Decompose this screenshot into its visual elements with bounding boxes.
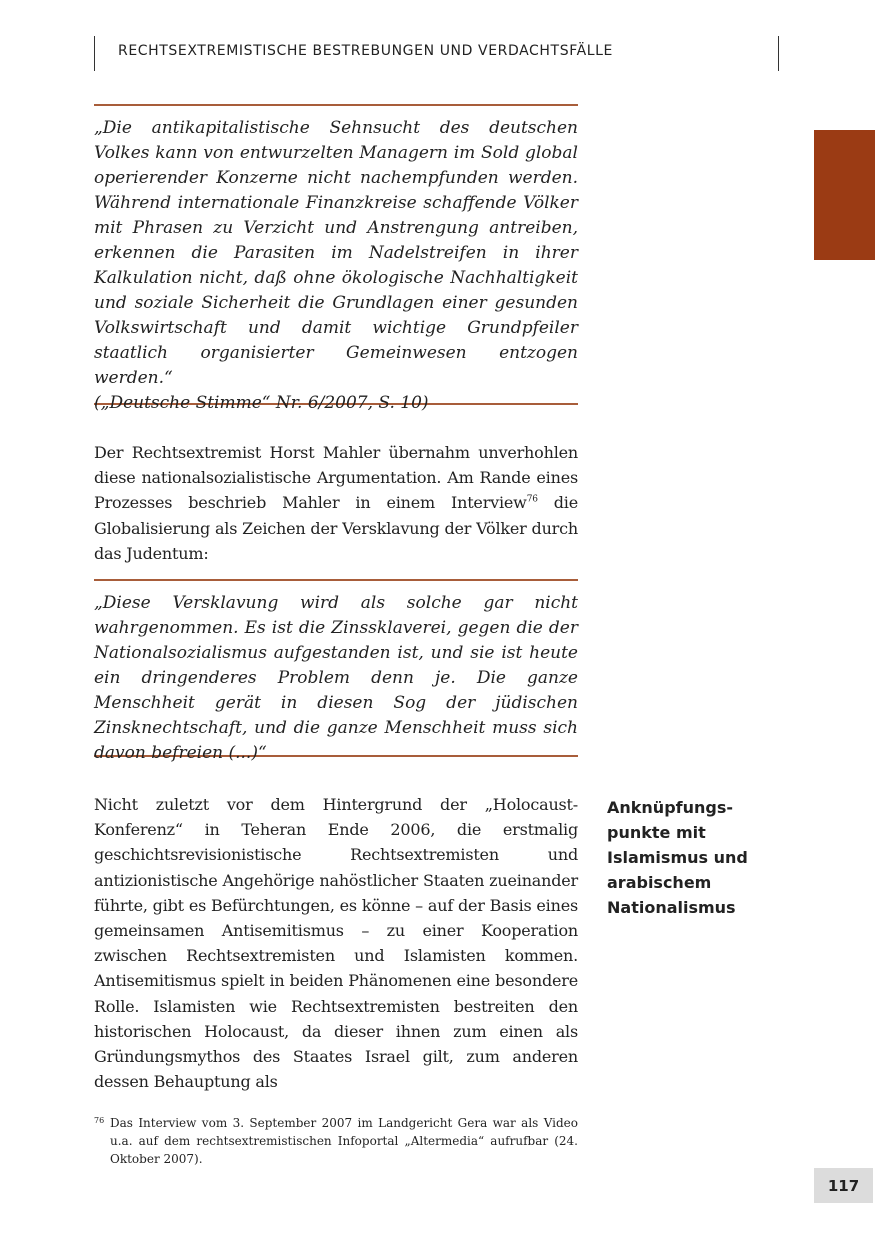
quote-text: „Diese Versklavung wird als solche gar nicht wahrgenommen. Es ist die Zinssklaverei, gegen die der Nationalsozialismus aufgestanden ist, und sie ist heute ein dringenderes Problem denn je. Die ganze Menschheit gerät in diesen Sog der jüdischen Zinsknechtschaft, und die ganze Menschheit muss sich davon befreien (...)“: [94, 593, 578, 763]
margin-heading-line: punkte mit: [607, 823, 706, 842]
footnote: [94, 1114, 578, 1168]
paragraph-holocaust-konferenz: Nicht zuletzt vor dem Hintergrund der „Holocaust-Konferenz“ in Teheran Ende 2006, die erstmalig geschichtsrevisionistische Rechtsextremisten und antizionistische Angehörige nahöstlicher Staaten zueinander führte, gibt es Befürchtungen, es könne – auf der Basis eines gemeinsamen Antisemitismus – zu einer Kooperation zwischen Rechtsextremisten und Islamisten kommen. Antisemitismus spielt in beiden Phänomenen eine besondere Rolle. Islamisten wie Rechtsextremisten bestreiten den historischen Holocaust, da dieser ihnen zum einen als Gründungsmythos des Staates Israel gilt, zum anderen dessen Behauptung als: [94, 795, 578, 1092]
margin-heading: [607, 795, 767, 920]
margin-heading-line: Anknüpfungs-: [607, 798, 734, 817]
running-header-title: RECHTSEXTREMISTISCHE BESTREBUNGEN UND VERDACHTSFÄLLE: [118, 43, 613, 59]
quote-source: („Deutsche Stimme“ Nr. 6/2007, S. 10): [94, 393, 429, 413]
blockquote-mahler: [94, 579, 578, 763]
footnote-text: Das Interview vom 3. September 2007 im Landgericht Gera war als Video u.a. auf dem rechtsextremistischen Infoportal „Altermedia“ aufrufbar (24. Oktober 2007).: [110, 1116, 578, 1166]
header-rule-right: [778, 36, 779, 71]
blockquote-deutsche-stimme: [94, 104, 578, 413]
footnote-reference: 76: [526, 495, 538, 506]
paragraph-text-part1: Der Rechtsextremist Horst Mahler übernahm unverhohlen diese nationalsozialistische Argumentation. Am Rande eines Prozesses beschrieb Mahler in einem Interview: [94, 443, 578, 513]
paragraph-mahler: [94, 440, 578, 566]
margin-heading-line: Islamismus und: [607, 848, 748, 867]
paragraph-text-part2: die Globalisierung als Zeichen der Versklavung der Völker durch das Judentum:: [94, 493, 578, 563]
header-rule-left: [94, 36, 95, 71]
margin-heading-line: arabischem: [607, 873, 712, 892]
quote-text: „Die antikapitalistische Sehnsucht des deutschen Volkes kann von entwurzelten Managern im Sold global operierender Konzerne nicht nachempfunden werden. Während internationale Finanzkreise schaffende Völker mit Phrasen zu Verzicht und Anstrengung antreiben, erkennen die Parasiten im Nadelstreifen in ihrer Kalkulation nicht, daß ohne ökologische Nachhaltigkeit und soziale Sicherheit die Grundlagen einer gesunden Volkswirtschaft und damit wichtige Grundpfeiler staatlich organisierter Gemeinwesen entzogen werden.“: [94, 118, 578, 388]
chapter-tab-marker: [814, 130, 875, 260]
page-number: 117: [814, 1168, 873, 1203]
margin-heading-line: Nationalismus: [607, 898, 736, 917]
footnote-number: 76: [94, 1116, 105, 1125]
